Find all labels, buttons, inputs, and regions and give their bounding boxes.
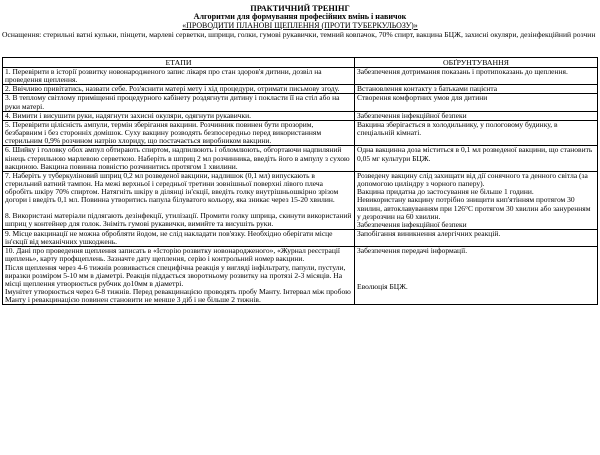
step-cell — [3, 94, 355, 111]
step-paragraph: Імунітет утворюється через 6-8 тижнів. Перед ревакцинацією проводять пробу Манту. Інтервал між пробою Манту і ревакцинацією повинен становити не менше 3 діб і не більше 2 тижнів. — [5, 287, 351, 305]
algorithm-table — [2, 57, 598, 305]
paragraph-spacer — [357, 262, 595, 269]
reason-paragraph: Забезпечення передачі інформації. — [357, 246, 468, 256]
equipment-text: Оснащення: стерильні ватні кульки, пінцети, марлеві серветки, шприци, голки, гумові рукавички, темний ковпачок, 70% спирт, вакцина БЦЖ, захисні окуляри, дезінфекційний розчин — [2, 30, 596, 39]
step-paragraph: 10. Дані про проведення щеплення записать в «Історію розвитку новонародженого», «Журнал реєстрації щеплень», карту профщеплень. Зазначте дату щеплення, серію і контрольний номер вакцини. — [5, 246, 341, 264]
step-cell — [3, 146, 355, 171]
reason-paragraph: Забезпечення інфекційної безпеки — [357, 219, 467, 229]
reason-paragraph: Вакцина придатна до застосування не більше 1 години. — [357, 187, 534, 197]
step-paragraph: 9. Місце вакцинації не можна обробляти йодом, не слід накладати пов'язку. Необхідно оберігати місце ін'єкції від механічних ушкоджень. — [5, 228, 333, 247]
table-row — [3, 171, 598, 229]
step-paragraph: 7. Наберіть у туберкуліновий шприц 0,2 мл розведеної вакцини, надлишок (0,1 мл) випускають в стерильний ватний тампон. На межі верхньої і середньої третини зовнішньої поверхні лівого плеча обробіть шкіру 70% спиртом. Натягніть шкіру в ділянці ін'єкції, введіть голку внутрішньошкірно зрізом догори і введіть 0,1 мл. Повинна утворитись папула білуватого кольору, яка зникає через 15-20 хвилин. — [5, 170, 339, 205]
paragraph-spacer — [357, 255, 595, 262]
step-paragraph: 1. Перевірити в історії розвитку новонародженого запис лікаря про стан здоров'я дитини, дозвіл на проведення щеплення. — [5, 67, 322, 85]
reason-paragraph: Створення комфортних умов для дитини — [357, 93, 488, 103]
reason-cell — [355, 229, 598, 246]
reason-cell — [355, 247, 598, 305]
step-cell — [3, 120, 355, 145]
reason-paragraph: Забезпечення дотримання показань і протипоказань до щеплення. — [357, 67, 568, 76]
reason-paragraph: Встановлення контакту з батьками пацієнта — [357, 84, 498, 94]
reason-cell — [355, 171, 598, 229]
step-paragraph: Після щеплення через 4-6 тижнів розвивається специфічна реакція у вигляді інфільтрату, папули, пустули, виразки розміром 5-10 мм в діаметрі. Реакція піддається зворотньому розвитку на протязі 2-3 місяців. На місці щеплення утворюється рубчик до10мм в діаметрі. — [5, 262, 346, 288]
doc-title: ПРАКТИЧНИЙ ТРЕНІНГ — [250, 4, 350, 13]
step-paragraph: 8. Використані матеріали підлягають дезінфекції, утилізації. Промити голку шприца, скинути використаний шприц у контейнер для голок. Зніміть гумові рукавички, вимийте та висушіть руки. — [5, 210, 352, 228]
reason-cell — [355, 68, 598, 85]
reason-paragraph: Забезпечення інфекційної безпеки — [357, 110, 467, 120]
reason-paragraph: Запобігання виникнення алергічних реакцій. — [357, 228, 501, 238]
step-paragraph: 2. Ввічливо привітатись, назвати себе. Роз'яснити матері мету і хід процедури, отримати письмову згоду. — [5, 84, 340, 94]
reason-cell — [355, 94, 598, 111]
table-row — [3, 146, 598, 171]
reason-paragraph: Одна вакцинна доза міститься в 0,1 мл розведеної вакцини, що становить 0,05 мг культури БЦЖ. — [357, 145, 593, 163]
header-steps: ЕТАПИ — [3, 58, 355, 68]
table-row — [3, 94, 598, 111]
step-paragraph: 6. Шийку і головку обох ампул обтирають спиртом, надпилюють і обломлюють, обгортаючи надпиляний кінець стерильною марлевою серветкою. Наберіть в шприц 2 мл розчинника, введіть його в ампулу з сухою вакциною. Вакцина повинна повністю розчинитись протягом 1 хвилини. — [5, 145, 350, 171]
table-row — [3, 68, 598, 85]
table-row — [3, 120, 598, 145]
doc-subtitle: Алгоритми для формування професійних вмінь і навичок — [193, 12, 407, 21]
step-paragraph: 3. В теплому світлому приміщенні процедурного кабінету роздягнути дитину і покласти її на стіл або на руки матері. — [5, 93, 340, 111]
header-reasons: ОБҐРУНТУВАННЯ — [355, 58, 598, 68]
paragraph-spacer — [357, 269, 595, 276]
step-cell — [3, 171, 355, 229]
reason-cell — [355, 146, 598, 171]
step-cell — [3, 247, 355, 305]
table-body — [3, 68, 598, 305]
reason-cell — [355, 120, 598, 145]
reason-paragraph: Розведену вакцину слід захищати від дії сонячного та денного світла (за допомогою циліндру з чорного паперу). — [357, 170, 588, 189]
step-paragraph: 4. Вимити і висушити руки, надягнути захисні окуляри, одягнути рукавички. — [5, 110, 252, 120]
reason-paragraph: Вакцина зберігається в холодильнику, у пологовому будинку, в спеціальній кімнаті. — [357, 119, 558, 138]
table-header-row — [3, 58, 598, 68]
step-cell — [3, 229, 355, 246]
table-row — [3, 247, 598, 305]
table-row — [3, 229, 598, 246]
reason-paragraph: Невикористану вакцину потрібно знищити кип'ятінням протягом 30 хвилин, автоклавуванням при 126°С протягом 30 хвилин або зануренням у дезрозчин на 60 хвилин. — [357, 195, 591, 221]
reason-paragraph: Еволюція БЦЖ. — [357, 282, 408, 292]
step-cell — [3, 68, 355, 85]
procedure-title: «ПРОВОДИТИ ПЛАНОВІ ЩЕПЛЕННЯ (ПРОТИ ТУБЕРКУЛЬОЗУ)» — [182, 20, 418, 30]
step-paragraph: 5. Перевірити цілісність ампули, термін зберігання вакцини. Розчинник повинен бути прозорим, безбарвним і без сторонніх домішок. Суху вакцину розводять безпосередньо перед використанням стерильним 0,9% розчином натрію хлориду, що постачається виробником вакцини. — [5, 119, 322, 146]
